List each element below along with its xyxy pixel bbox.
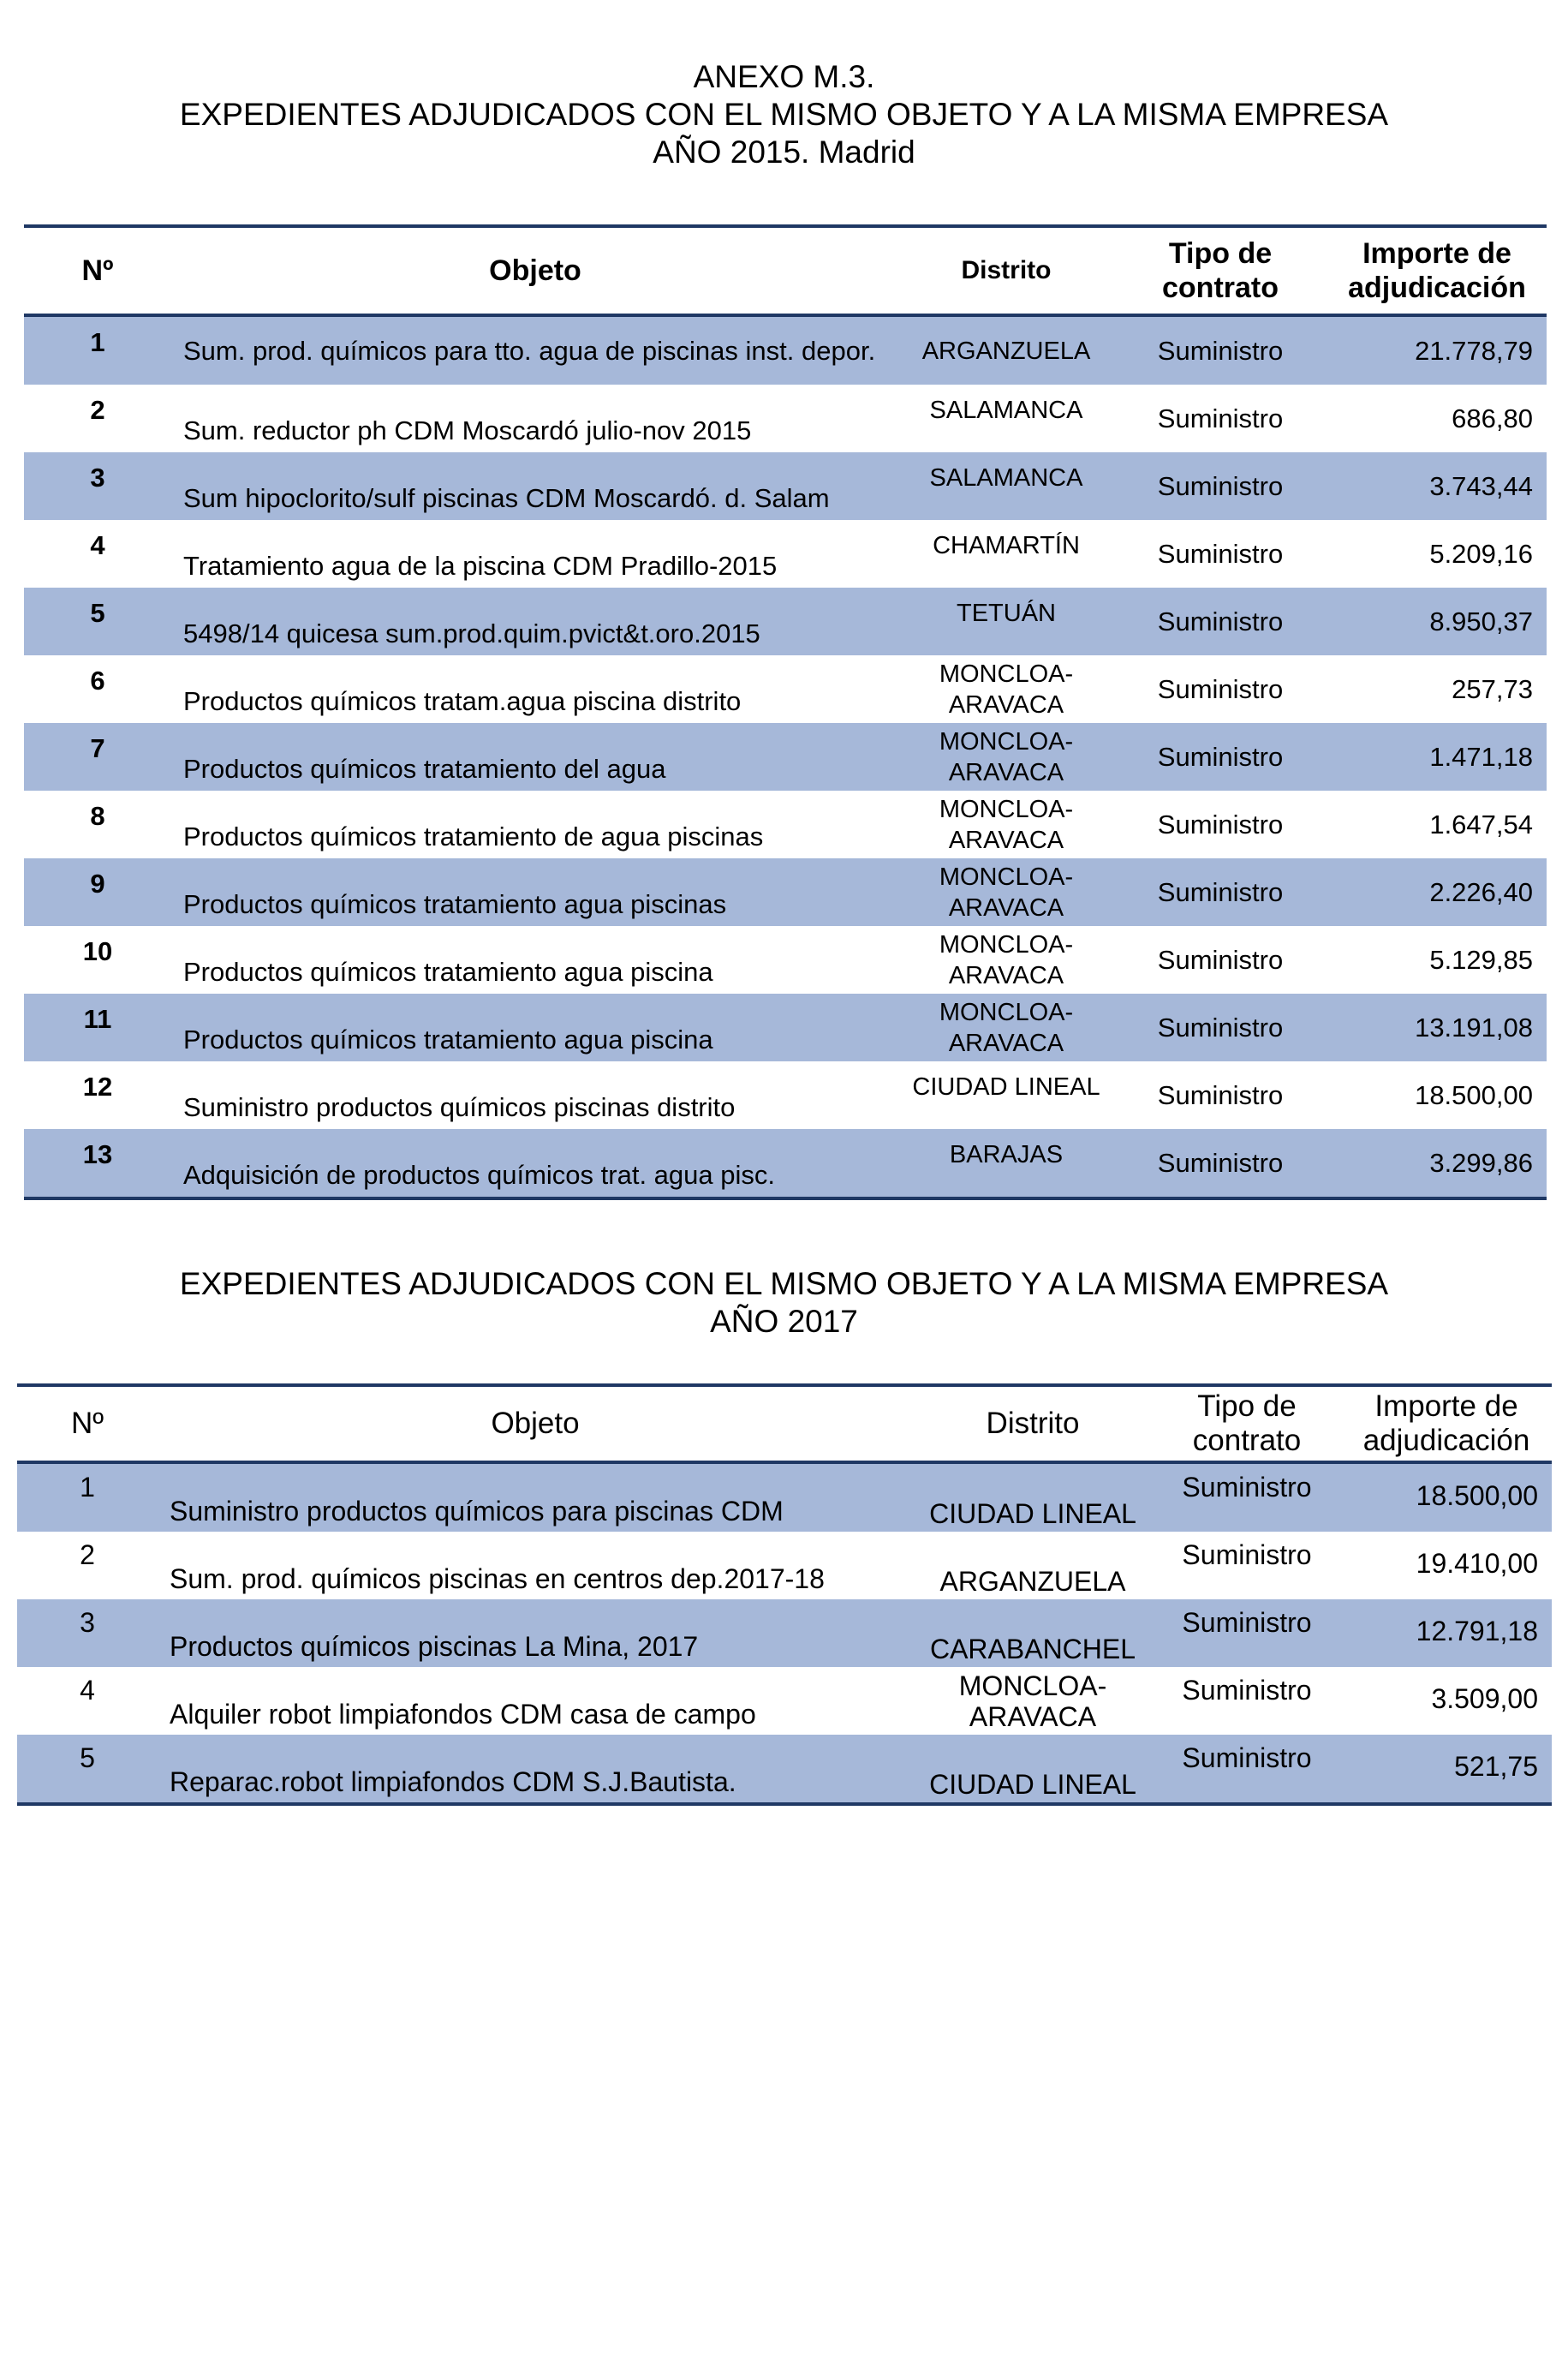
row-number: 5 xyxy=(90,597,105,628)
cell-importe xyxy=(1327,385,1547,452)
row-tipo: Suministro xyxy=(1157,944,1284,975)
table-header-row xyxy=(24,226,1547,315)
row-distrito-line1: MONCLOA- xyxy=(939,660,1074,688)
cell-no xyxy=(17,1667,158,1735)
cell-no xyxy=(24,791,171,858)
row-objeto: 5498/14 quicesa sum.prod.quim.pvict&t.oro.2015 xyxy=(183,618,760,648)
cell-tipo xyxy=(1113,994,1327,1061)
row-importe: 12.791,18 xyxy=(1416,1616,1538,1646)
cell-distrito xyxy=(899,723,1113,791)
row-objeto: Productos químicos tratamiento agua piscinas xyxy=(183,888,727,919)
row-importe: 8.950,37 xyxy=(1429,606,1533,636)
cell-importe xyxy=(1327,520,1547,588)
row-distrito: SALAMANCA xyxy=(929,463,1083,492)
cell-tipo xyxy=(1113,588,1327,655)
cell-tipo xyxy=(1113,452,1327,520)
cell-no xyxy=(24,315,171,385)
table-row xyxy=(24,1061,1547,1129)
header-distrito: Distrito xyxy=(899,226,1113,315)
row-tipo: Suministro xyxy=(1157,1147,1284,1178)
cell-tipo xyxy=(1113,385,1327,452)
cell-distrito xyxy=(899,655,1113,723)
cell-importe xyxy=(1341,1735,1552,1804)
cell-importe xyxy=(1327,655,1547,723)
cell-no xyxy=(24,1061,171,1129)
row-distrito: TETUÁN xyxy=(957,599,1056,627)
row-number: 3 xyxy=(90,462,105,493)
cell-tipo xyxy=(1113,723,1327,791)
row-distrito-line2: ARAVACA xyxy=(948,1029,1064,1057)
row-importe: 2.226,40 xyxy=(1429,876,1533,907)
table-row xyxy=(24,452,1547,520)
cell-objeto xyxy=(171,385,899,452)
cell-tipo xyxy=(1153,1735,1341,1804)
cell-objeto xyxy=(171,994,899,1061)
row-importe: 5.129,85 xyxy=(1429,944,1533,975)
cell-distrito xyxy=(899,994,1113,1061)
cell-importe xyxy=(1327,858,1547,926)
row-tipo: Suministro xyxy=(1182,1675,1312,1706)
cell-objeto xyxy=(171,588,899,655)
cell-distrito xyxy=(913,1667,1153,1735)
row-distrito-line2: ARAVACA xyxy=(969,1700,1097,1732)
table-row xyxy=(24,723,1547,791)
row-tipo: Suministro xyxy=(1157,876,1284,907)
row-distrito-line2: ARAVACA xyxy=(948,826,1064,854)
cell-importe xyxy=(1341,1599,1552,1667)
row-importe: 1.471,18 xyxy=(1429,741,1533,772)
cell-tipo xyxy=(1113,858,1327,926)
cell-distrito xyxy=(913,1735,1153,1804)
row-importe: 18.500,00 xyxy=(1416,1480,1538,1511)
row-importe: 257,73 xyxy=(1452,673,1533,704)
cell-importe xyxy=(1341,1462,1552,1532)
row-objeto: Suministro productos químicos para piscinas CDM xyxy=(170,1496,784,1527)
cell-distrito xyxy=(899,520,1113,588)
row-objeto: Adquisición de productos químicos trat. agua pisc. xyxy=(183,1159,775,1190)
cell-objeto xyxy=(158,1462,913,1532)
row-number: 11 xyxy=(83,1003,112,1034)
row-distrito: CARABANCHEL xyxy=(929,1633,1136,1664)
cell-objeto xyxy=(171,723,899,791)
row-number: 1 xyxy=(90,326,105,357)
cell-importe xyxy=(1327,1129,1547,1198)
header-tipo-line1: Tipo de xyxy=(1168,237,1273,270)
row-importe: 13.191,08 xyxy=(1415,1012,1533,1043)
table-row xyxy=(24,315,1547,385)
table-row xyxy=(17,1599,1552,1667)
cell-importe xyxy=(1327,1061,1547,1129)
row-importe: 21.778,79 xyxy=(1415,335,1533,366)
cell-importe xyxy=(1327,994,1547,1061)
table-row xyxy=(17,1667,1552,1735)
header-tipo-line2: contrato xyxy=(1192,1424,1302,1457)
row-objeto: Productos químicos tratamiento agua piscina xyxy=(183,1024,713,1055)
row-distrito: BARAJAS xyxy=(949,1140,1064,1168)
cell-importe xyxy=(1327,791,1547,858)
row-distrito-line2: ARAVACA xyxy=(948,690,1064,719)
cell-distrito xyxy=(913,1532,1153,1599)
cell-importe xyxy=(1341,1667,1552,1735)
table-row xyxy=(24,791,1547,858)
row-distrito: CIUDAD LINEAL xyxy=(912,1072,1100,1101)
header-tipo xyxy=(1113,226,1327,315)
row-number: 1 xyxy=(80,1472,95,1503)
row-tipo: Suministro xyxy=(1157,1079,1284,1110)
row-tipo: Suministro xyxy=(1182,1607,1312,1638)
row-distrito: ARGANZUELA xyxy=(921,337,1091,365)
cell-no xyxy=(17,1735,158,1804)
row-objeto: Sum hipoclorito/sulf piscinas CDM Moscardó. d. Salam xyxy=(183,482,830,513)
row-number: 12 xyxy=(82,1071,113,1102)
cell-distrito xyxy=(899,452,1113,520)
row-number: 4 xyxy=(80,1675,95,1706)
cell-no xyxy=(24,723,171,791)
table-row xyxy=(24,926,1547,994)
row-objeto: Productos químicos tratam.agua piscina distrito xyxy=(183,685,742,716)
row-objeto: Productos químicos tratamiento del agua xyxy=(183,753,666,784)
table-2015-body xyxy=(24,315,1547,1198)
cell-objeto xyxy=(171,1061,899,1129)
row-distrito: CHAMARTÍN xyxy=(933,531,1080,559)
table-row xyxy=(24,385,1547,452)
row-tipo: Suministro xyxy=(1157,403,1284,433)
row-importe: 521,75 xyxy=(1454,1751,1538,1782)
table-row xyxy=(24,655,1547,723)
cell-no xyxy=(17,1462,158,1532)
header-importe xyxy=(1327,226,1547,315)
section-heading: EXPEDIENTES ADJUDICADOS CON EL MISMO OBJETO Y A LA MISMA EMPRESA xyxy=(179,97,1389,132)
row-number: 6 xyxy=(90,665,105,696)
header-distrito: Distrito xyxy=(913,1385,1153,1462)
section-year: AÑO 2017 xyxy=(710,1304,858,1339)
row-importe: 686,80 xyxy=(1452,403,1533,433)
row-number: 8 xyxy=(90,800,105,831)
section-year: AÑO 2015. Madrid xyxy=(653,134,915,170)
cell-objeto xyxy=(158,1735,913,1804)
cell-no xyxy=(24,858,171,926)
table-row xyxy=(17,1735,1552,1804)
cell-no xyxy=(24,1129,171,1198)
row-distrito-line1: MONCLOA- xyxy=(939,998,1074,1026)
row-number: 4 xyxy=(90,529,105,560)
cell-objeto xyxy=(171,655,899,723)
row-distrito-line1: MONCLOA- xyxy=(939,863,1074,891)
table-2015 xyxy=(24,224,1547,1200)
row-tipo: Suministro xyxy=(1157,606,1284,636)
cell-objeto xyxy=(158,1667,913,1735)
cell-no xyxy=(24,588,171,655)
row-tipo: Suministro xyxy=(1157,673,1284,704)
cell-distrito xyxy=(899,588,1113,655)
row-objeto: Sum. prod. químicos piscinas en centros dep.2017-18 xyxy=(170,1563,825,1594)
row-tipo: Suministro xyxy=(1182,1742,1312,1773)
cell-no xyxy=(24,994,171,1061)
row-distrito-line2: ARAVACA xyxy=(948,758,1064,786)
cell-objeto xyxy=(171,791,899,858)
row-objeto: Suministro productos químicos piscinas distrito xyxy=(183,1091,736,1122)
cell-distrito xyxy=(899,1129,1113,1198)
header-no: Nº xyxy=(24,226,171,315)
header-importe-line1: Importe de xyxy=(1374,1389,1518,1423)
row-tipo: Suministro xyxy=(1157,538,1284,569)
cell-objeto xyxy=(171,452,899,520)
row-importe: 19.410,00 xyxy=(1416,1548,1538,1579)
cell-tipo xyxy=(1113,520,1327,588)
table-row xyxy=(24,588,1547,655)
table-row xyxy=(24,994,1547,1061)
cell-no xyxy=(24,385,171,452)
row-importe: 1.647,54 xyxy=(1429,809,1533,839)
row-importe: 3.509,00 xyxy=(1431,1683,1538,1714)
row-number: 5 xyxy=(80,1742,95,1773)
cell-no xyxy=(24,452,171,520)
cell-no xyxy=(17,1532,158,1599)
cell-importe xyxy=(1341,1532,1552,1599)
cell-distrito xyxy=(913,1462,1153,1532)
header-no: Nº xyxy=(17,1385,158,1462)
row-number: 2 xyxy=(80,1539,95,1570)
header-importe-line2: adjudicación xyxy=(1348,272,1526,304)
header-importe xyxy=(1341,1385,1552,1462)
row-objeto: Alquiler robot limpiafondos CDM casa de campo xyxy=(170,1699,756,1730)
cell-importe xyxy=(1327,723,1547,791)
row-objeto: Tratamiento agua de la piscina CDM Pradillo-2015 xyxy=(183,550,778,581)
header-tipo xyxy=(1153,1385,1341,1462)
row-distrito-line2: ARAVACA xyxy=(948,961,1064,989)
row-objeto: Sum. prod. químicos para tto. agua de piscinas inst. depor. xyxy=(183,335,876,366)
row-importe: 3.299,86 xyxy=(1429,1147,1533,1178)
header-importe-line1: Importe de xyxy=(1362,237,1511,270)
cell-importe xyxy=(1327,588,1547,655)
cell-no xyxy=(24,520,171,588)
row-tipo: Suministro xyxy=(1157,741,1284,772)
table-2017-body xyxy=(17,1462,1552,1804)
cell-distrito xyxy=(899,926,1113,994)
table-row xyxy=(24,1129,1547,1198)
cell-importe xyxy=(1327,926,1547,994)
row-distrito-line1: MONCLOA- xyxy=(939,930,1074,959)
row-tipo: Suministro xyxy=(1157,809,1284,839)
row-objeto: Sum. reductor ph CDM Moscardó julio-nov 2015 xyxy=(183,415,752,445)
cell-tipo xyxy=(1153,1599,1341,1667)
row-objeto: Productos químicos tratamiento agua piscina xyxy=(183,956,713,987)
row-tipo: Suministro xyxy=(1157,470,1284,501)
cell-distrito xyxy=(913,1599,1153,1667)
cell-objeto xyxy=(171,1129,899,1198)
row-number: 13 xyxy=(82,1138,113,1169)
cell-tipo xyxy=(1113,1129,1327,1198)
section-2015-title xyxy=(0,58,1568,171)
table-row xyxy=(17,1532,1552,1599)
row-number: 3 xyxy=(80,1607,95,1638)
cell-distrito xyxy=(899,385,1113,452)
row-distrito: SALAMANCA xyxy=(929,396,1083,424)
annex-title: ANEXO M.3. xyxy=(693,59,875,94)
header-tipo-line2: contrato xyxy=(1162,272,1279,304)
row-number: 9 xyxy=(90,868,105,899)
table-row xyxy=(17,1462,1552,1532)
row-importe: 5.209,16 xyxy=(1429,538,1533,569)
table-2017 xyxy=(17,1383,1552,1806)
row-importe: 18.500,00 xyxy=(1415,1079,1533,1110)
cell-objeto xyxy=(171,315,899,385)
cell-no xyxy=(17,1599,158,1667)
section-2017-title xyxy=(0,1265,1568,1341)
row-distrito: CIUDAD LINEAL xyxy=(929,1497,1136,1529)
cell-tipo xyxy=(1153,1532,1341,1599)
table-header-row xyxy=(17,1385,1552,1462)
cell-objeto xyxy=(171,926,899,994)
header-objeto: Objeto xyxy=(158,1385,913,1462)
row-distrito-line1: MONCLOA- xyxy=(939,727,1074,756)
cell-objeto xyxy=(171,520,899,588)
cell-no xyxy=(24,655,171,723)
row-distrito-line2: ARAVACA xyxy=(948,893,1064,922)
cell-tipo xyxy=(1113,655,1327,723)
row-number: 2 xyxy=(90,394,105,425)
cell-tipo xyxy=(1113,791,1327,858)
table-row xyxy=(24,858,1547,926)
section-heading: EXPEDIENTES ADJUDICADOS CON EL MISMO OBJETO Y A LA MISMA EMPRESA xyxy=(179,1266,1389,1301)
row-tipo: Suministro xyxy=(1182,1472,1312,1503)
cell-objeto xyxy=(158,1532,913,1599)
header-objeto: Objeto xyxy=(171,226,899,315)
cell-objeto xyxy=(158,1599,913,1667)
row-distrito-line1: MONCLOA- xyxy=(939,795,1074,823)
row-number: 7 xyxy=(90,732,105,763)
cell-distrito xyxy=(899,791,1113,858)
header-tipo-line1: Tipo de xyxy=(1197,1389,1297,1423)
header-importe-line2: adjudicación xyxy=(1362,1424,1530,1457)
row-tipo: Suministro xyxy=(1182,1539,1312,1570)
cell-tipo xyxy=(1153,1667,1341,1735)
cell-distrito xyxy=(899,1061,1113,1129)
row-objeto: Productos químicos piscinas La Mina, 2017 xyxy=(170,1631,699,1662)
cell-distrito xyxy=(899,315,1113,385)
cell-tipo xyxy=(1153,1462,1341,1532)
cell-tipo xyxy=(1113,315,1327,385)
cell-no xyxy=(24,926,171,994)
row-objeto: Reparac.robot limpiafondos CDM S.J.Bautista. xyxy=(170,1766,736,1797)
row-distrito-line1: MONCLOA- xyxy=(958,1670,1107,1701)
row-distrito: CIUDAD LINEAL xyxy=(929,1768,1136,1800)
row-tipo: Suministro xyxy=(1157,335,1284,366)
table-row xyxy=(24,520,1547,588)
row-number: 10 xyxy=(82,935,113,966)
row-objeto: Productos químicos tratamiento de agua piscinas xyxy=(183,821,764,851)
row-tipo: Suministro xyxy=(1157,1012,1284,1043)
cell-objeto xyxy=(171,858,899,926)
row-importe: 3.743,44 xyxy=(1429,470,1533,501)
row-distrito: ARGANZUELA xyxy=(939,1565,1126,1597)
cell-tipo xyxy=(1113,926,1327,994)
cell-importe xyxy=(1327,452,1547,520)
cell-tipo xyxy=(1113,1061,1327,1129)
cell-distrito xyxy=(899,858,1113,926)
cell-importe xyxy=(1327,315,1547,385)
